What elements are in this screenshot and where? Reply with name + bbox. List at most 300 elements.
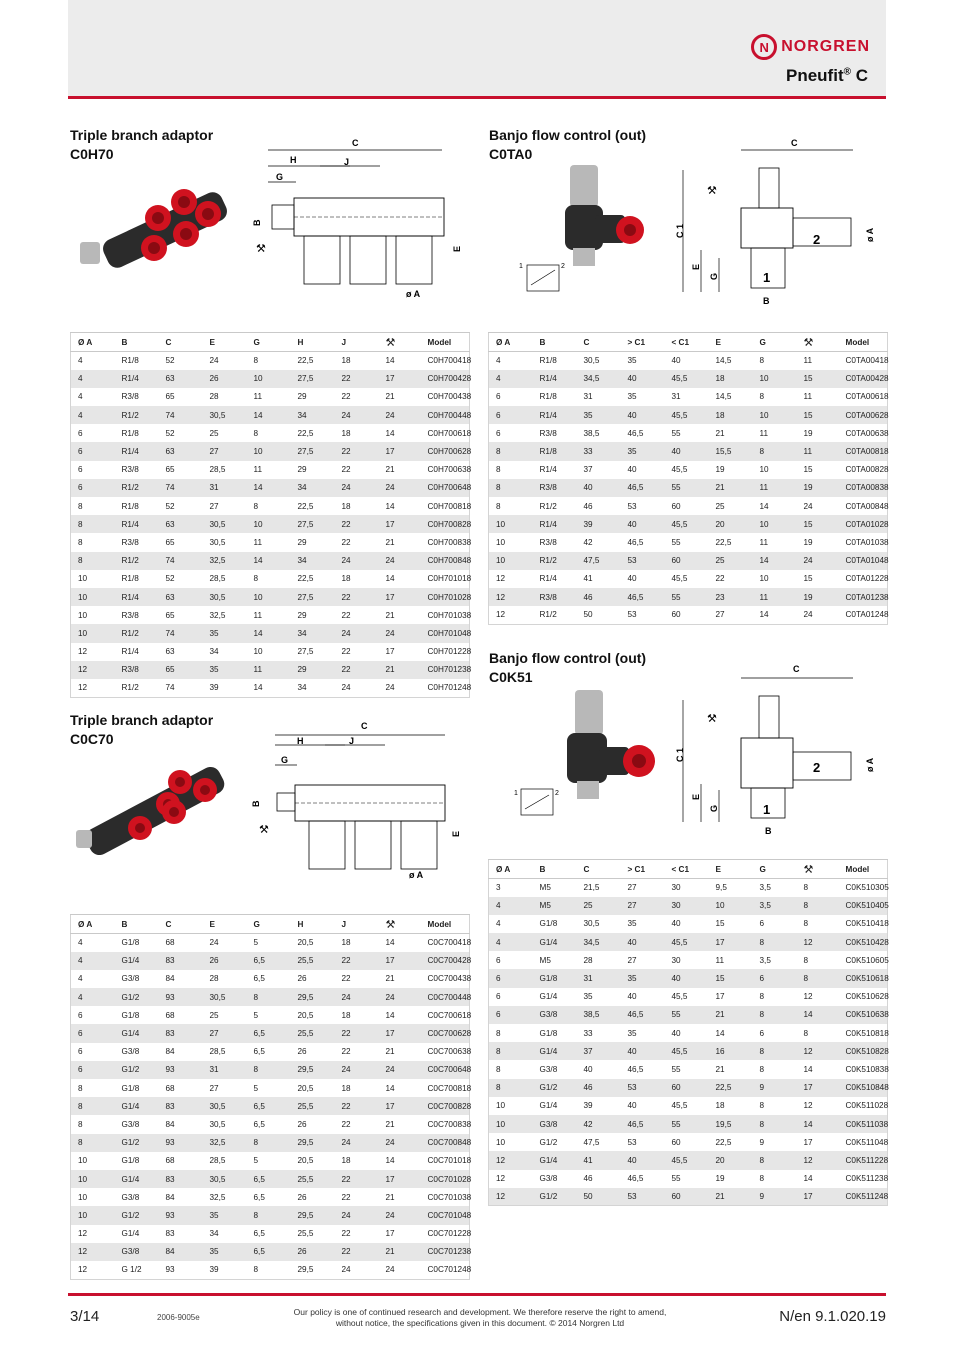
svg-text:2: 2 (813, 760, 821, 775)
table-cell: 6,5 (247, 1024, 291, 1042)
table-cell: 30,5 (203, 515, 247, 533)
table-cell: 18 (335, 1006, 379, 1024)
table-row (489, 1006, 888, 1024)
svg-text:2: 2 (813, 232, 821, 247)
table-row (489, 1151, 888, 1169)
table-cell: 9 (753, 1079, 797, 1097)
table-cell: 22 (335, 661, 379, 679)
svg-text:G: G (709, 272, 719, 280)
table-cell: 8 (489, 479, 533, 497)
table-cell: G3/8 (115, 1115, 159, 1133)
table-cell: G1/4 (115, 1097, 159, 1115)
table-cell: 46,5 (621, 1060, 665, 1078)
table-cell: R1/4 (533, 570, 577, 588)
table-cell: 14 (379, 1152, 421, 1170)
table-cell: 14 (379, 497, 421, 515)
table-cell: 10 (489, 1097, 533, 1115)
table-cell: 47,5 (577, 552, 621, 570)
table-cell: 25 (709, 497, 753, 515)
table-row (71, 661, 470, 679)
table-cell: G3/8 (115, 970, 159, 988)
table-row (71, 461, 470, 479)
svg-text:B: B (763, 296, 770, 306)
table-cell: 12 (489, 1151, 533, 1169)
table-cell: 17 (379, 588, 421, 606)
table-cell: 21 (379, 1188, 421, 1206)
table-cell: 27 (203, 1024, 247, 1042)
table-cell: G3/8 (533, 1170, 577, 1188)
table-row (489, 497, 888, 515)
table-cell: 10 (709, 897, 753, 915)
table-cell: C0H700818 (421, 497, 470, 515)
table-cell: 6,5 (247, 1188, 291, 1206)
table-cell: 18 (709, 370, 753, 388)
table-cell: 30,5 (203, 1115, 247, 1133)
table-cell: 33 (577, 442, 621, 460)
column-header: E (203, 915, 247, 934)
table-cell: 8 (797, 897, 839, 915)
table-row (71, 588, 470, 606)
table-cell: C0TA00838 (839, 479, 888, 497)
table-cell: 26 (203, 952, 247, 970)
table-cell: 32,5 (203, 606, 247, 624)
table-cell: 46 (577, 497, 621, 515)
brand-name: NORGREN (781, 38, 870, 55)
table-cell: 24 (335, 479, 379, 497)
table-cell: 22 (335, 370, 379, 388)
table-cell: 4 (489, 897, 533, 915)
table-cell: 20,5 (291, 934, 335, 952)
table-row (71, 388, 470, 406)
table-cell: 53 (621, 497, 665, 515)
table-cell: C0H700648 (421, 479, 470, 497)
table-cell: 8 (247, 570, 291, 588)
wrench-icon: ⚒ (379, 333, 421, 352)
column-header: B (115, 915, 159, 934)
table-cell: 8 (489, 1024, 533, 1042)
table-cell: 19 (797, 588, 839, 606)
table-cell: 40 (665, 352, 709, 370)
column-header: C (159, 915, 203, 934)
table-cell: 40 (621, 461, 665, 479)
table-cell: G3/8 (115, 1043, 159, 1061)
table-cell: 15 (797, 370, 839, 388)
table-cell: C0C700438 (421, 970, 470, 988)
table-cell: 12 (797, 933, 839, 951)
table-cell: 22 (335, 643, 379, 661)
table-cell: 22 (335, 533, 379, 551)
table-cell: 8 (753, 1151, 797, 1169)
table-cell: 5 (247, 934, 291, 952)
column-header: J (335, 915, 379, 934)
table-cell: C0H700828 (421, 515, 470, 533)
table-cell: R3/8 (115, 661, 159, 679)
table-cell: 93 (159, 988, 203, 1006)
table-cell: 30,5 (203, 588, 247, 606)
table-cell: 40 (621, 1097, 665, 1115)
table-cell: 35 (203, 1243, 247, 1261)
table-cell: 18 (335, 1152, 379, 1170)
column-header: E (709, 333, 753, 352)
table-cell: 8 (247, 424, 291, 442)
column-header: H (291, 915, 335, 934)
svg-text:E: E (691, 263, 701, 270)
svg-text:C: C (793, 664, 800, 674)
table-cell: 21 (379, 388, 421, 406)
table-cell: 4 (71, 352, 115, 370)
table-cell: 32,5 (203, 1188, 247, 1206)
table-cell: 19 (797, 533, 839, 551)
table-row (71, 442, 470, 460)
svg-text:C: C (791, 138, 798, 148)
table-cell: 22 (335, 970, 379, 988)
table-row (489, 606, 888, 624)
table-cell: 30,5 (577, 352, 621, 370)
table-cell: 24 (379, 1261, 421, 1279)
table-cell: 3 (489, 879, 533, 897)
table-cell: 20,5 (291, 1006, 335, 1024)
table-cell: 84 (159, 970, 203, 988)
table-cell: 6,5 (247, 1043, 291, 1061)
table-cell: G1/2 (533, 1133, 577, 1151)
table-cell: R1/2 (115, 679, 159, 697)
table-cell: 9,5 (709, 879, 753, 897)
table-cell: 15 (797, 570, 839, 588)
table-cell: 29 (291, 388, 335, 406)
table-cell: 17 (379, 643, 421, 661)
table-cell: 40 (621, 370, 665, 388)
table-cell: 6 (71, 424, 115, 442)
table-cell: 12 (71, 679, 115, 697)
table-cell: 10 (71, 1206, 115, 1224)
table-cell: 8 (753, 1097, 797, 1115)
table-cell: 27,5 (291, 442, 335, 460)
table-cell: 11 (797, 388, 839, 406)
table-row (489, 1133, 888, 1151)
column-header: H (291, 333, 335, 352)
table-cell: 6,5 (247, 952, 291, 970)
table-cell: 23 (709, 588, 753, 606)
table-row (71, 1024, 470, 1042)
table-cell: 24 (335, 988, 379, 1006)
table-row (71, 1097, 470, 1115)
table-cell: C0K510628 (839, 988, 888, 1006)
table-row (489, 933, 888, 951)
table-cell: 17 (379, 1225, 421, 1243)
table-cell: 6 (753, 1024, 797, 1042)
table-cell: 6 (71, 461, 115, 479)
table-cell: 84 (159, 1243, 203, 1261)
table-cell: G1/8 (115, 934, 159, 952)
table-row (489, 570, 888, 588)
table-cell: C0K511038 (839, 1115, 888, 1133)
table-cell: 8 (247, 1061, 291, 1079)
table-cell: C0TA01238 (839, 588, 888, 606)
table-cell: 26 (291, 1043, 335, 1061)
table-cell: 10 (247, 643, 291, 661)
table-cell: 10 (247, 588, 291, 606)
table-cell: 6,5 (247, 1115, 291, 1133)
table-cell: 10 (489, 533, 533, 551)
coc70-dimension-drawing (245, 715, 470, 890)
table-cell: 93 (159, 1134, 203, 1152)
table-cell: R1/4 (115, 370, 159, 388)
table-cell: 29,5 (291, 988, 335, 1006)
table-cell: 24 (335, 624, 379, 642)
table-cell: 6 (71, 442, 115, 460)
table-cell: 8 (797, 915, 839, 933)
table-cell: 14 (753, 606, 797, 624)
svg-text:ø A: ø A (865, 757, 875, 772)
table-cell: 24 (203, 934, 247, 952)
table-cell: 14 (379, 570, 421, 588)
table-cell: 14 (379, 1079, 421, 1097)
table-cell: 41 (577, 570, 621, 588)
table-row (71, 570, 470, 588)
table-cell: G3/8 (533, 1006, 577, 1024)
table-cell: 68 (159, 1152, 203, 1170)
table-cell: 8 (71, 1079, 115, 1097)
table-cell: 27 (621, 951, 665, 969)
table-row (71, 1243, 470, 1261)
table-cell: 28,5 (203, 1152, 247, 1170)
table-cell: C0K511028 (839, 1097, 888, 1115)
table-row (71, 1170, 470, 1188)
page-number: 3/14 (70, 1308, 100, 1325)
table-cell: 17 (797, 1133, 839, 1151)
table-cell: 46,5 (621, 588, 665, 606)
table-cell: 46 (577, 1170, 621, 1188)
table-row (489, 897, 888, 915)
table-cell: 34 (203, 643, 247, 661)
table-cell: 24 (379, 479, 421, 497)
svg-text:2: 2 (555, 790, 559, 797)
table-cell: 10 (753, 515, 797, 533)
table-cell: 22 (335, 952, 379, 970)
table-cell: 8 (753, 388, 797, 406)
table-cell: 30 (665, 879, 709, 897)
table-cell: 3,5 (753, 879, 797, 897)
table-cell: G1/2 (115, 988, 159, 1006)
table-row (71, 624, 470, 642)
table-cell: 21 (379, 970, 421, 988)
table-row (71, 643, 470, 661)
table-cell: 65 (159, 533, 203, 551)
table-cell: 34,5 (577, 370, 621, 388)
table-row (489, 1024, 888, 1042)
table-cell: 38,5 (577, 1006, 621, 1024)
cok51-spec-table (488, 859, 888, 1206)
svg-text:C 1: C 1 (675, 223, 685, 238)
table-cell: 37 (577, 461, 621, 479)
table-cell: 24 (203, 352, 247, 370)
column-header: < C1 (665, 333, 709, 352)
table-cell: 46 (577, 1079, 621, 1097)
cota0-product-photo (515, 160, 655, 295)
table-cell: 19 (709, 1170, 753, 1188)
table-row (71, 952, 470, 970)
table-row (489, 515, 888, 533)
table-cell: 35 (621, 352, 665, 370)
table-cell: 63 (159, 370, 203, 388)
table-cell: 18 (709, 1097, 753, 1115)
table-cell: 11 (797, 442, 839, 460)
table-cell: C0TA00818 (839, 442, 888, 460)
table-cell: 14 (753, 497, 797, 515)
table-row (489, 1060, 888, 1078)
column-header: G (753, 333, 797, 352)
table-cell: 4 (489, 915, 533, 933)
table-cell: 40 (621, 1151, 665, 1169)
table-cell: 17 (379, 1024, 421, 1042)
table-cell: 42 (577, 1115, 621, 1133)
table-cell: 55 (665, 424, 709, 442)
table-cell: 31 (203, 1061, 247, 1079)
table-row (489, 988, 888, 1006)
table-cell: 30 (665, 951, 709, 969)
table-cell: 14 (753, 552, 797, 570)
table-cell: G1/8 (115, 1006, 159, 1024)
coc70-spec-table (70, 914, 470, 1280)
table-cell: 24 (335, 1134, 379, 1152)
table-cell: 24 (335, 1206, 379, 1224)
table-row (71, 1043, 470, 1061)
table-cell: C0H701028 (421, 588, 470, 606)
table-cell: C0C700628 (421, 1024, 470, 1042)
table-cell: 24 (379, 1134, 421, 1152)
table-cell: C0H701238 (421, 661, 470, 679)
table-row (71, 1061, 470, 1079)
table-cell: 6 (489, 424, 533, 442)
table-cell: 8 (247, 352, 291, 370)
table-cell: C0C700418 (421, 934, 470, 952)
table-cell: C0K510818 (839, 1024, 888, 1042)
table-cell: 8 (247, 497, 291, 515)
table-cell: R1/8 (533, 442, 577, 460)
column-header: Model (839, 333, 888, 352)
table-cell: 38,5 (577, 424, 621, 442)
table-row (71, 424, 470, 442)
table-cell: 68 (159, 1006, 203, 1024)
document-reference: N/en 9.1.020.19 (779, 1308, 886, 1325)
table-row (489, 552, 888, 570)
table-cell: C0C700428 (421, 952, 470, 970)
table-cell: 12 (71, 1243, 115, 1261)
table-cell: R3/8 (533, 588, 577, 606)
table-cell: 11 (753, 424, 797, 442)
table-cell: 21 (709, 1060, 753, 1078)
svg-text:1: 1 (763, 802, 771, 817)
table-cell: C0H700418 (421, 352, 470, 370)
table-cell: 18 (335, 497, 379, 515)
table-cell: 14 (379, 1006, 421, 1024)
table-row (71, 479, 470, 497)
table-header-row (489, 860, 888, 879)
table-cell: G1/4 (533, 988, 577, 1006)
cok51-product-photo (515, 685, 660, 820)
table-cell: G1/4 (115, 1225, 159, 1243)
table-cell: 10 (489, 515, 533, 533)
table-cell: C0C701248 (421, 1261, 470, 1279)
table-cell: 35 (621, 915, 665, 933)
table-cell: 6 (71, 1061, 115, 1079)
table-cell: 21 (379, 1243, 421, 1261)
svg-text:C: C (361, 721, 368, 731)
table-cell: 34 (291, 479, 335, 497)
table-cell: 35 (621, 442, 665, 460)
table-row (489, 479, 888, 497)
table-cell: 65 (159, 606, 203, 624)
table-cell: 19 (797, 479, 839, 497)
table-cell: 63 (159, 643, 203, 661)
table-cell: 8 (71, 1097, 115, 1115)
table-cell: 18 (335, 352, 379, 370)
table-row (71, 497, 470, 515)
table-cell: R1/2 (533, 497, 577, 515)
page-header (68, 0, 886, 96)
table-cell: 22 (335, 1097, 379, 1115)
table-cell: G1/2 (533, 1188, 577, 1206)
table-cell: 12 (71, 1261, 115, 1279)
table-cell: 15,5 (709, 442, 753, 460)
table-cell: 26 (291, 1243, 335, 1261)
table-cell: 14,5 (709, 352, 753, 370)
column-header: Model (421, 333, 470, 352)
table-cell: R3/8 (533, 424, 577, 442)
table-cell: 35 (203, 1206, 247, 1224)
table-cell: 18 (335, 934, 379, 952)
table-cell: 27,5 (291, 643, 335, 661)
table-cell: 10 (247, 442, 291, 460)
column-header: Model (421, 915, 470, 934)
column-header: J (335, 333, 379, 352)
table-row (489, 1097, 888, 1115)
table-row (489, 442, 888, 460)
table-cell: 8 (797, 969, 839, 987)
table-cell: 12 (797, 1042, 839, 1060)
table-cell: 6,5 (247, 970, 291, 988)
table-cell: 8 (753, 1170, 797, 1188)
table-cell: C0C700448 (421, 988, 470, 1006)
table-cell: 12 (489, 1170, 533, 1188)
table-cell: R3/8 (533, 479, 577, 497)
table-row (489, 879, 888, 897)
table-row (71, 552, 470, 570)
table-cell: 30 (665, 897, 709, 915)
table-cell: 60 (665, 552, 709, 570)
table-cell: 8 (247, 1261, 291, 1279)
table-cell: 22 (335, 442, 379, 460)
table-cell: 24 (335, 1261, 379, 1279)
table-cell: 29,5 (291, 1206, 335, 1224)
coc70-product-photo (70, 752, 230, 862)
table-cell: 45,5 (665, 933, 709, 951)
table-cell: 34 (203, 1225, 247, 1243)
table-cell: C0C700838 (421, 1115, 470, 1133)
table-cell: C0K511228 (839, 1151, 888, 1169)
table-cell: 34 (291, 624, 335, 642)
table-cell: G1/8 (533, 915, 577, 933)
table-cell: 28,5 (203, 570, 247, 588)
table-cell: 8 (489, 1060, 533, 1078)
table-cell: C0H701038 (421, 606, 470, 624)
table-cell: 22 (335, 606, 379, 624)
table-cell: 31 (203, 479, 247, 497)
table-cell: G3/8 (533, 1115, 577, 1133)
table-cell: G3/8 (115, 1188, 159, 1206)
table-cell: 19 (797, 424, 839, 442)
table-cell: 27 (203, 497, 247, 515)
